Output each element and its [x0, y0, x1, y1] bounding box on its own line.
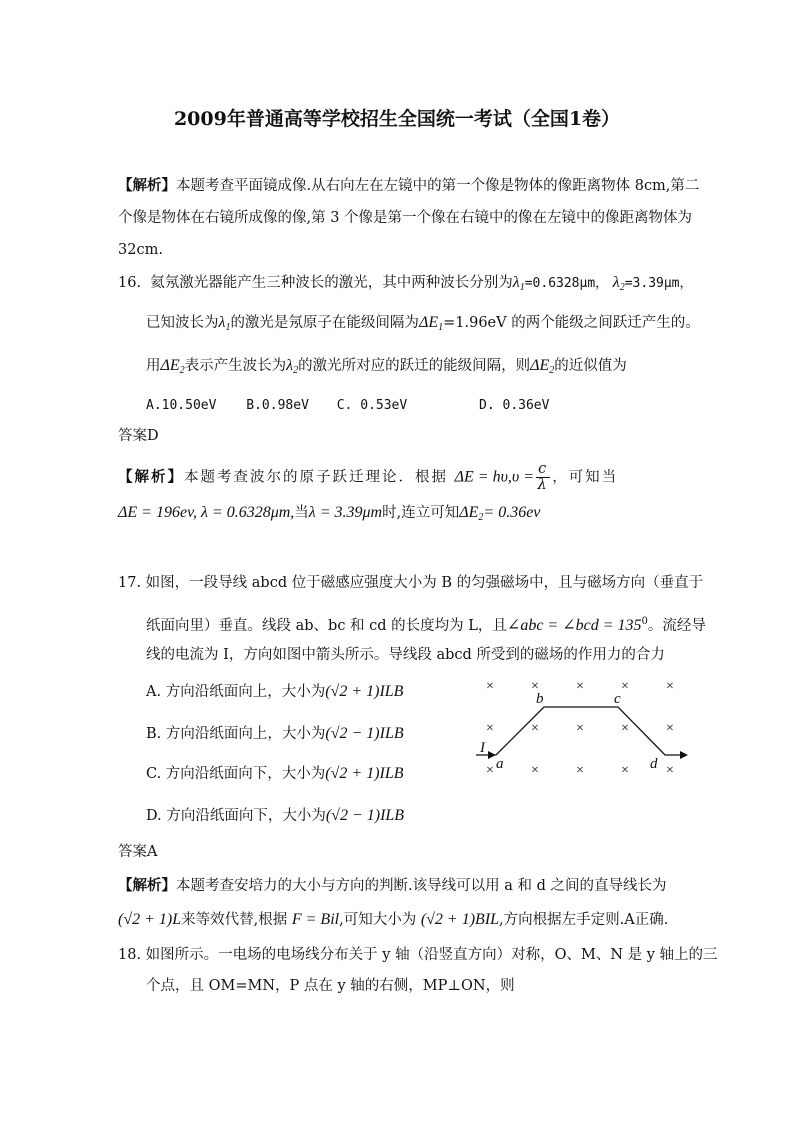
fraction-denominator: λ [537, 477, 549, 493]
lambda2-value: =3.39μm， [624, 276, 693, 291]
current-arrow-icon [680, 751, 688, 759]
label-current: I [480, 740, 485, 756]
formula: ΔE [459, 504, 479, 521]
question-17-line3: 线的电流为 I，方向如图中箭头所示。导线段 abcd 所受到的磁场的作用力的合力 [146, 647, 665, 663]
question-18-line1 [118, 945, 718, 965]
delta-e-symbol: $\Delta E_2$ [160, 357, 185, 376]
solution-text: ,可知大小为 [339, 912, 417, 928]
question-16-line2 [146, 313, 700, 338]
cross-icon: × [531, 763, 539, 778]
solution-text: ，可知当 [552, 469, 619, 486]
option-c: C. 0.53eV [336, 398, 408, 413]
question-text: 的激光是氖原子在能级间隔为 [230, 315, 419, 331]
question-17-line1 [118, 573, 703, 593]
option-formula: (√2 − 1)ILB [325, 807, 405, 824]
solution-text: 本题考查安培力的大小与方向的判断.该导线可以用 a 和 d 之间的直导线长为 [176, 878, 667, 894]
solution-text: 来等效代替,根据 [181, 912, 288, 928]
label-d: d [650, 756, 658, 772]
question-text: 如图所示。一电场的电场线分布关于 y 轴（沿竖直方向）对称，O、M、N 是 y 轴上的三 [145, 947, 718, 963]
option-text: A. 方向沿纸面向上，大小为 [146, 684, 326, 700]
question-text: 如图，一段导线 abcd 位于磁感应强度大小为 B 的匀强磁场中，且与磁场方向（垂直于 [145, 575, 704, 591]
question-number: 18. [118, 947, 142, 963]
lambda1-value: =0.6328μm， [524, 276, 609, 291]
cross-icon: × [576, 763, 584, 778]
question-18-line2: 个点，且 OM=MN，P 点在 y 轴的右侧，MP⊥ON，则 [146, 978, 515, 994]
option-a: A.10.50eV [146, 398, 217, 413]
question-text: 已知波长为 [146, 315, 219, 331]
solution-text: 本题考查波尔的原子跃迁理论．根据 [184, 469, 448, 486]
lambda-symbol: $\lambda_2$ [286, 357, 299, 376]
cross-icon: × [621, 679, 629, 694]
lambda-symbol: $\lambda_1$ [218, 314, 231, 333]
cross-icon: × [621, 721, 629, 736]
question-17-answer: 答案A [118, 844, 158, 860]
analysis-text: 本题考查平面镜成像.从右向左在左镜中的第一个像是物体的像距离物体 8cm,第二 [176, 178, 700, 194]
fraction [536, 462, 550, 493]
option-formula: (√2 + 1)ILB [325, 765, 404, 782]
analysis-tag: 【解析】 [118, 468, 184, 486]
question-text: 氦氖激光器能产生三种波长的激光，其中两种波长分别为 [150, 275, 513, 291]
question-text: 表示产生波长为 [184, 358, 287, 374]
cross-icon: × [576, 721, 584, 736]
question-17-solution-line1 [118, 876, 666, 896]
question-16-line3 [146, 356, 627, 381]
option-text: B. 方向沿纸面向上，大小为 [146, 726, 326, 742]
question-text: 。流经导 [647, 618, 706, 634]
option-formula: (√2 − 1)ILB [325, 725, 404, 742]
cross-icon: × [486, 721, 494, 736]
question-text: 的激光所对应的跃迁的能级间隔，则 [298, 358, 531, 374]
label-b: b [536, 691, 544, 707]
question-text: 纸面向里）垂直。线段 ab、bc 和 cd 的长度均为 L，且 [146, 618, 507, 634]
lambda-symbol: $\lambda_2$ [612, 274, 625, 293]
formula: (√2 + 1)L [118, 911, 182, 928]
option-text: D. 方向沿纸面向下，大小为 [146, 808, 326, 824]
formula: λ = 3.39μm [308, 504, 383, 521]
page-title: 2009年普通高等学校招生全国统一考试（全国1卷） [173, 108, 621, 130]
question-17-line2 [146, 612, 706, 636]
delta-e-symbol: $\Delta E_1$ [418, 314, 444, 333]
question-16-options [146, 396, 549, 416]
field-crosses [486, 679, 674, 778]
formula: ∠abc = ∠bcd = 135 [506, 617, 642, 634]
question-17-solution-line2 [118, 910, 668, 930]
cross-icon: × [666, 679, 674, 694]
cross-icon: × [531, 679, 539, 694]
question-17-option-c [146, 764, 404, 784]
option-d: D. 0.36eV [479, 398, 550, 413]
question-16-answer: 答案D [118, 428, 159, 444]
lambda-symbol: $\lambda_1$ [512, 274, 525, 293]
solution-text: 当 [294, 505, 309, 521]
delta-e1-value: =1.96eV 的两个能级之间跃迁产生的。 [443, 315, 700, 331]
fraction-numerator: c [538, 461, 549, 477]
analysis-15-line2: 个像是物体在右镜所成像的像,第 3 个像是第一个像在右镜中的像在左镜中的像距离物体为 [118, 210, 693, 226]
option-text: C. 方向沿纸面向下，大小为 [146, 766, 326, 782]
magnetic-field-figure [470, 672, 690, 782]
analysis-15-line3: 32cm. [118, 242, 163, 258]
formula: ΔE = hυ,υ = [454, 468, 535, 486]
question-16-line1 [118, 273, 693, 298]
cross-icon: × [621, 763, 629, 778]
delta-e-symbol: $\Delta E_2$ [530, 357, 555, 376]
question-number: 17. [118, 575, 142, 591]
analysis-15-line1 [118, 176, 699, 196]
cross-icon: × [486, 679, 494, 694]
formula: F = Bil [291, 911, 340, 928]
cross-icon: × [666, 763, 674, 778]
question-16-solution-line1 [118, 462, 618, 493]
question-16-solution-line2: ΔE = 196ev, λ = 0.6328μm,当λ = 3.39μm时,连立可知$\Delta E_2= 0.36ev$ [118, 504, 541, 523]
question-number: 16. [118, 275, 142, 291]
formula: = 0.36ev [483, 504, 541, 521]
cross-icon: × [531, 721, 539, 736]
analysis-tag: 【解析】 [118, 177, 176, 194]
cross-icon: × [666, 721, 674, 736]
solution-text: 时,连立可知 [382, 505, 460, 521]
analysis-tag: 【解析】 [118, 877, 176, 894]
cross-icon: × [486, 763, 494, 778]
label-c: c [614, 691, 621, 707]
cross-icon: × [576, 679, 584, 694]
question-17-option-d [146, 806, 404, 826]
solution-text: ,方向根据左手定则.A正确. [499, 912, 669, 928]
label-a: a [496, 756, 504, 772]
option-formula: (√2 + 1)ILB [325, 683, 404, 700]
option-b: B.0.98eV [246, 398, 309, 413]
formula: ΔE = 196ev, λ = 0.6328μm, [118, 504, 295, 521]
formula-superscript: 0 [641, 616, 648, 627]
question-text: 的近似值为 [554, 358, 627, 374]
question-17-option-b [146, 724, 404, 744]
formula: (√2 + 1)BIL [420, 911, 500, 928]
current-arrow-icon [488, 751, 496, 759]
question-text: 用 [146, 358, 161, 374]
question-17-option-a [146, 682, 403, 702]
